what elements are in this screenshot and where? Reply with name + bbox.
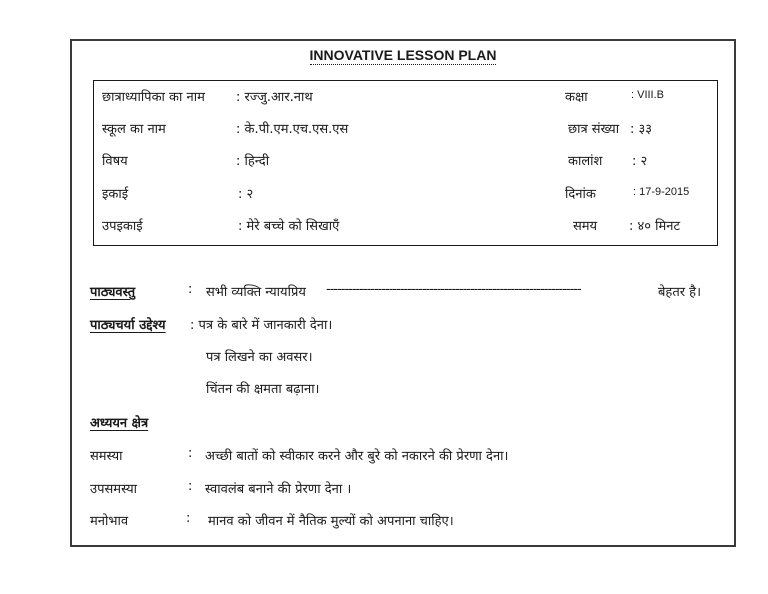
info-value: : ४० मिनट	[629, 219, 681, 234]
info-label: कक्षा	[565, 90, 588, 105]
study-label: मनोभाव	[90, 514, 129, 529]
info-label: विषय	[102, 154, 128, 169]
content-row	[90, 282, 135, 300]
content-heading: पाठ्यवस्तु	[90, 285, 136, 300]
title-text: INNOVATIVE LESSON PLAN	[309, 47, 497, 63]
objective-item: चिंतन की क्षमता बढ़ाना।	[206, 382, 320, 397]
info-value: : २	[632, 154, 648, 169]
info-value: : २	[238, 187, 254, 202]
info-label: दिनांक	[565, 187, 596, 202]
info-label: छात्र संख्या	[568, 122, 620, 137]
lesson-plan-page	[70, 39, 736, 547]
content-end: बेहतर है।	[658, 285, 702, 300]
info-label: इकाई	[102, 187, 129, 202]
info-label: कालांश	[568, 154, 603, 169]
study-colon: :	[186, 511, 191, 526]
study-label: समस्या	[90, 449, 123, 464]
study-area-heading: अध्ययन क्षेत्र	[90, 416, 149, 431]
info-label: उपइकाई	[102, 219, 143, 234]
content-text: सभी व्यक्ति न्यायप्रिय	[206, 285, 306, 300]
info-value: : 17-9-2015	[633, 186, 690, 198]
study-colon: :	[188, 446, 193, 461]
objective-item: पत्र लिखने का अवसर।	[206, 350, 313, 365]
info-value: : हिन्दी	[236, 154, 270, 169]
study-text: स्वावलंब बनाने की प्रेरणा देना ।	[205, 482, 352, 497]
info-label: स्कूल का नाम	[102, 122, 166, 137]
info-value: : ३३	[630, 122, 653, 137]
info-label: छात्राध्यापिका का नाम	[102, 90, 205, 105]
info-value: : के.पी.एम.एच.एस.एस	[236, 122, 349, 137]
info-value: : VIII.B	[631, 89, 665, 101]
info-box	[93, 80, 718, 246]
objectives-heading: पाठ्यचर्या उद्देश्य	[90, 318, 166, 333]
objective-item: : पत्र के बारे में जानकारी देना।	[190, 318, 333, 333]
content-dashes: ---------------------------------------------------------------------	[326, 282, 581, 297]
study-text: अच्छी बातों को स्वीकार करने और बुरे को नकारने की प्रेरणा देना।	[205, 449, 509, 464]
info-value: : मेरे बच्चे को सिखाएँ	[238, 219, 340, 234]
study-label: उपसमस्या	[90, 482, 138, 497]
info-value: : रज्जु.आर.नाथ	[236, 90, 313, 105]
page-title	[72, 47, 734, 63]
content-colon: :	[188, 282, 193, 297]
study-text: मानव को जीवन में नैतिक मुल्यों को अपनाना चाहिए।	[208, 514, 454, 529]
info-label: समय	[573, 219, 598, 234]
study-colon: :	[188, 479, 193, 494]
